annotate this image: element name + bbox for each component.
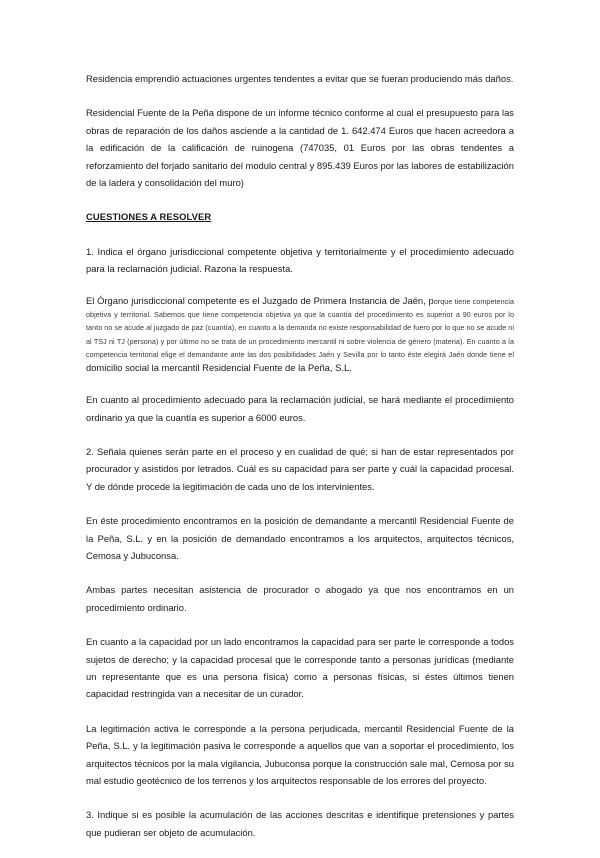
answer-1-tail: domicilio social la mercantil Residencial Fuente de la Peña, S.L.	[86, 361, 352, 373]
section-heading: CUESTIONES A RESOLVER	[86, 211, 212, 223]
answer-2-legitimation: La legitimación activa le corresponde a la persona perjudicada, mercantil Residencial Fuente de la Peña, S.L. y la legitimación pasiva le corresponde a aquellos que van a soportar el procedimiento, los arquitectos técnicos por la mala vigilancia, Jubuconsa porque la construcción sale mal, Cemosa por su mal estudio geotécnico de los terrenos y los arquitectos responsable de los errores del proyecto.	[86, 722, 514, 786]
document-body	[86, 70, 514, 858]
answer-1-small-text: orque tiene competencia objetiva y territorial. Sabemos que tiene competencia objetiva ya que la cuantía del procedimiento es superior a 90 euros por lo tanto no se acude al juzgado de paz (cuantía), en cuanto a la demanda no existe responsabilidad de fuero por lo que no se acude ni al TSJ ni TJ (persona) y por último no se trata de un procedimiento mercantil ni sobre violencia de género (materia). En cuanto a la competencia territorial elige el demandante ante las dos posibilidades Jaén y Sevilla por lo tanto éste elegirá Jaén donde tiene el	[86, 296, 514, 360]
question-2: 2. Señala quienes serán parte en el proceso y en cualidad de qué; si han de estar representados por procurador y asistidos por letrados. Cuál es su capacidad para ser parte y cuál la capacidad procesal. Y de dónde procede la legitimación de cada uno de los intervinientes.	[86, 445, 514, 492]
answer-1-competence	[86, 295, 514, 374]
question-3: 3. Indique si es posible la acumulación de las acciones descritas e identifique pretensiones y partes que pudieran ser objeto de acumulación.	[86, 809, 514, 838]
answer-2-representation: Ambas partes necesitan asistencia de procurador o abogado ya que nos encontramos en un procedimiento ordinario.	[86, 584, 514, 613]
answer-1-lead: El Órgano jurisdiccional competente es el Juzgado de Primera Instancia de Jaén, p	[86, 294, 434, 306]
answer-2-capacity: En cuanto a la capacidad por un lado encontramos la capacidad para ser parte le corresponde a todos sujetos de derecho; y la capacidad procesal que le corresponde tanto a personas jurídicas (mediante un representante que es una persona física) como a personas físicas, si éstes últimos tienen capacidad restringida van a necesitar de un curador.	[86, 636, 514, 700]
answer-2-parties: En éste procedimiento encontramos en la posición de demandante a mercantil Residencial Fuente de la Peña, S.L. y en la posición de demandado encontramos a los arquitectos, arquitectos técnicos, Cemosa y Jubuconsa.	[86, 515, 514, 561]
answer-1-procedure: En cuanto al procedimiento adecuado para la reclamación judicial, se hará mediante el procedimiento ordinario ya que la cuantía es superior a 6000 euros.	[86, 394, 514, 423]
paragraph-intro: Residencia emprendió actuaciones urgentes tendentes a evitar que se fueran produciendo más daños.	[86, 73, 514, 84]
question-1: 1. Indica el órgano jurisdiccional competente objetiva y territorialmente y el procedimiento adecuado para la reclamación judicial. Razona la respuesta.	[86, 245, 514, 275]
paragraph-budget: Residencial Fuente de la Peña dispone de un informe técnico conforme al cual el presupuesto para las obras de reparación de los daños asciende a la cantidad de 1. 642.474 Euros que hacen acreedora a la edificación de la calificación de ruinogena (747035, 01 Euros por las obras tendentes a reforzamiento del forjado sanitario del modulo central y 895.439 Euros por las labores de estabilización de la ladera y consolidación del muro)	[86, 107, 514, 189]
